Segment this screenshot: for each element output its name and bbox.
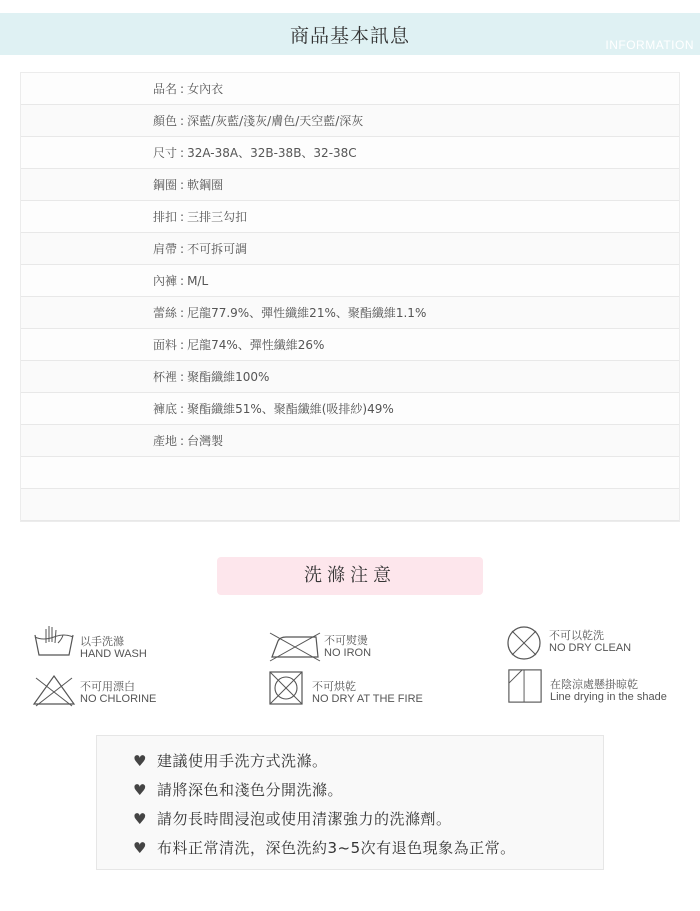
note-item [133,804,603,833]
info-title: 商品基本訊息 [289,25,410,47]
spec-separator: : [180,305,185,320]
spec-value: 32A-38A、32B-38B、32-38C [187,146,357,160]
spec-row-wire [21,169,679,201]
care-label-en: NO IRON [324,647,372,659]
care-no-chlorine [32,672,156,708]
spec-label: 鋼圈 [153,178,178,192]
heart-icon: ♥ [133,780,147,799]
care-label-zh: 不可熨燙 [324,634,368,647]
spec-label: 排扣 [153,210,178,224]
no-tumble-dry-icon [268,670,304,706]
spec-value: 女內衣 [187,82,224,96]
spec-separator: : [180,433,185,448]
spec-label: 杯裡 [153,370,178,384]
spec-row-size [21,137,679,169]
care-label-en: HAND WASH [80,648,147,660]
spec-label: 內褲 [153,274,178,288]
spec-row-empty [21,489,679,521]
care-label-en: NO DRY AT THE FIRE [312,693,423,705]
spec-row-name [21,73,679,105]
spec-separator: : [180,241,185,256]
care-label-en: NO CHLORINE [80,693,157,705]
spec-separator: : [180,369,185,384]
note-item [133,833,603,862]
heart-icon: ♥ [133,809,147,828]
spec-label: 顏色 [153,114,178,128]
note-text: 請勿長時間浸泡或使用清潔強力的洗滌劑。 [157,810,452,828]
spec-row-straps [21,233,679,265]
spec-separator: : [180,401,185,416]
spec-row-hooks [21,201,679,233]
spec-separator: : [180,209,185,224]
spec-value: M/L [187,273,209,288]
care-no-iron [268,628,371,664]
care-hand-wash [32,623,147,661]
care-label-zh: 在陰涼處懸掛晾乾 [550,678,638,691]
spec-label: 蕾絲 [153,306,178,320]
heart-icon: ♥ [133,838,147,857]
spec-row-fabric [21,329,679,361]
care-no-dry-clean [505,625,631,661]
heart-icon: ♥ [133,751,147,770]
spec-row-cup [21,361,679,393]
note-item [133,746,603,775]
care-label-zh: 不可以乾洗 [549,629,604,642]
spec-separator: : [180,177,185,192]
spec-label: 面料 [153,338,178,352]
spec-label: 肩帶 [153,242,178,256]
spec-value: 尼龍74%、彈性纖維26% [187,338,325,352]
spec-row-origin [21,425,679,457]
wash-title: 洗滌注意 [217,557,483,595]
note-item [133,775,603,804]
care-label-zh: 不可用漂白 [80,680,135,693]
spec-label: 品名 [153,82,178,96]
spec-row-gusset [21,393,679,425]
care-line-dry-shade [506,668,667,704]
no-chlorine-icon [32,672,76,708]
spec-value: 台灣製 [187,434,224,448]
info-subtitle: INFORMATION [605,38,694,52]
care-label-en: Line drying in the shade [550,691,667,703]
note-text: 請將深色和淺色分開洗滌。 [157,781,344,799]
spec-value: 不可拆可調 [187,242,248,256]
spec-separator: : [180,145,185,160]
care-no-tumble-dry [268,670,423,706]
spec-value: 深藍/灰藍/淺灰/膚色/天空藍/深灰 [187,114,364,128]
spec-table [20,72,680,522]
spec-label: 尺寸 [153,146,178,160]
spec-label: 產地 [153,434,178,448]
note-text: 建議使用手洗方式洗滌。 [157,752,328,770]
spec-separator: : [180,81,185,96]
care-label-zh: 以手洗滌 [80,635,124,648]
info-header [0,13,700,55]
spec-separator: : [180,113,185,128]
note-text: 布料正常清洗，深色洗約3~5次有退色現象為正常。 [157,839,516,857]
spec-row-lace [21,297,679,329]
spec-label: 褲底 [153,402,178,416]
line-dry-shade-icon [506,668,544,704]
spec-row-empty [21,457,679,489]
care-label-en: NO DRY CLEAN [549,642,632,654]
spec-value: 三排三勾扣 [187,210,248,224]
spec-row-color [21,105,679,137]
spec-value: 聚酯纖維100% [187,370,270,384]
no-dry-clean-icon [505,625,543,661]
no-iron-icon [268,628,322,664]
spec-value: 尼龍77.9%、彈性纖維21%、聚酯纖維1.1% [187,306,427,320]
spec-separator: : [180,337,185,352]
spec-row-panty [21,265,679,297]
hand-wash-icon [32,623,76,659]
care-notes [96,735,604,870]
spec-value: 軟鋼圈 [187,178,224,192]
care-label-zh: 不可烘乾 [312,680,356,693]
spec-value: 聚酯纖維51%、聚酯纖維(吸排紗)49% [187,402,394,416]
spec-separator: : [180,273,185,288]
